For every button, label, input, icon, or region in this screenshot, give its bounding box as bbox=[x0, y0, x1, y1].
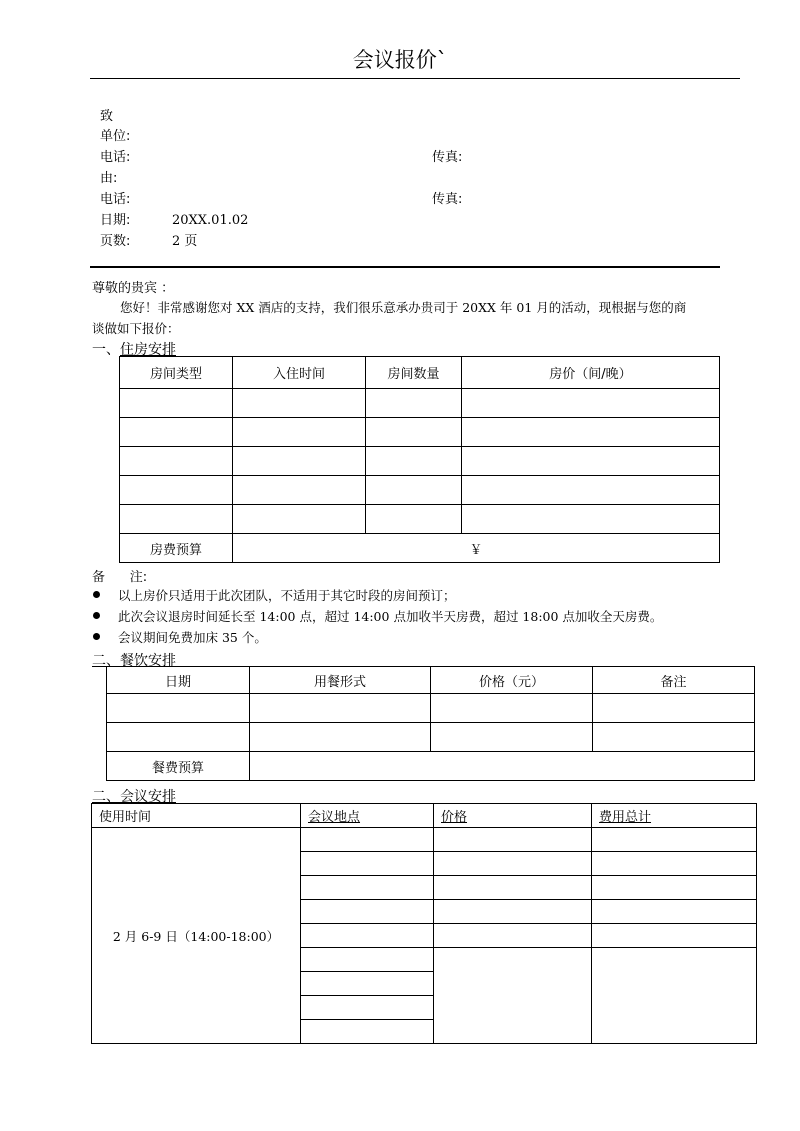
fax1-label: 传真: bbox=[432, 150, 463, 165]
dining-table bbox=[106, 666, 755, 781]
dining-cell[interactable] bbox=[593, 723, 755, 752]
dining-col-date: 日期 bbox=[107, 667, 250, 694]
bullet-icon bbox=[93, 612, 100, 619]
meeting-cell[interactable] bbox=[434, 900, 592, 924]
dining-cell[interactable] bbox=[107, 723, 250, 752]
dining-cell[interactable] bbox=[250, 694, 431, 723]
room-cell[interactable] bbox=[233, 418, 366, 447]
room-cell[interactable] bbox=[366, 476, 462, 505]
table-row bbox=[120, 447, 720, 476]
room-cell[interactable] bbox=[462, 505, 720, 534]
dining-cell[interactable] bbox=[593, 694, 755, 723]
room-cell[interactable] bbox=[366, 447, 462, 476]
room-cell[interactable] bbox=[462, 418, 720, 447]
note-item-1: 以上房价只适用于此次团队，不适用于其它时段的房间预订； bbox=[118, 588, 456, 603]
meeting-cell[interactable] bbox=[301, 948, 434, 972]
dining-col-form: 用餐形式 bbox=[250, 667, 431, 694]
meeting-cell[interactable] bbox=[592, 924, 757, 948]
meeting-cell[interactable] bbox=[592, 900, 757, 924]
table-row bbox=[120, 389, 720, 418]
dining-cell[interactable] bbox=[250, 723, 431, 752]
dining-budget-label: 餐费预算 bbox=[107, 752, 250, 781]
phone1-label: 电话: bbox=[100, 150, 131, 165]
meeting-cell[interactable] bbox=[592, 876, 757, 900]
meeting-time-value: 2 月 6-9 日（14:00-18:00） bbox=[92, 828, 301, 1044]
meeting-cell[interactable] bbox=[301, 924, 434, 948]
notes-label: 备 注: bbox=[92, 570, 148, 585]
table-row bbox=[120, 505, 720, 534]
unit-label: 单位: bbox=[100, 129, 131, 144]
meeting-cell[interactable] bbox=[301, 972, 434, 996]
meeting-cell[interactable] bbox=[434, 924, 592, 948]
table-row bbox=[120, 418, 720, 447]
to-label: 致 bbox=[100, 109, 114, 124]
meeting-cell[interactable] bbox=[301, 996, 434, 1020]
room-table bbox=[119, 356, 720, 563]
fax2-label: 传真: bbox=[432, 192, 463, 207]
room-cell[interactable] bbox=[366, 505, 462, 534]
intro-line-2: 谈做如下报价： bbox=[92, 321, 180, 336]
room-cell[interactable] bbox=[120, 418, 233, 447]
dining-budget-value[interactable] bbox=[250, 752, 755, 781]
bullet-icon bbox=[93, 591, 100, 598]
room-cell[interactable] bbox=[120, 505, 233, 534]
meeting-cell[interactable] bbox=[434, 852, 592, 876]
meeting-cell[interactable] bbox=[301, 900, 434, 924]
date-value: 20XX.01.02 bbox=[172, 213, 249, 228]
room-cell[interactable] bbox=[120, 447, 233, 476]
room-budget-value[interactable]: ￥ bbox=[233, 534, 720, 563]
meeting-table bbox=[91, 803, 757, 1044]
pages-label: 页数: bbox=[100, 234, 131, 249]
table-row bbox=[107, 694, 755, 723]
room-cell[interactable] bbox=[233, 476, 366, 505]
room-cell[interactable] bbox=[462, 447, 720, 476]
room-cell[interactable] bbox=[462, 389, 720, 418]
room-cell[interactable] bbox=[366, 418, 462, 447]
dining-cell[interactable] bbox=[107, 694, 250, 723]
dining-cell[interactable] bbox=[431, 694, 593, 723]
meeting-cell[interactable] bbox=[434, 876, 592, 900]
meeting-col-total: 费用总计 bbox=[599, 810, 652, 825]
header-divider bbox=[90, 266, 720, 268]
meeting-col-price: 价格 bbox=[441, 810, 468, 825]
section1-title: 住房安排 bbox=[120, 342, 176, 358]
room-cell[interactable] bbox=[120, 389, 233, 418]
from-label: 由: bbox=[100, 171, 118, 186]
room-cell[interactable] bbox=[120, 476, 233, 505]
section2-prefix: 二、 bbox=[92, 653, 120, 669]
table-row bbox=[92, 828, 757, 852]
section3-prefix: 二、 bbox=[92, 789, 120, 805]
date-label: 日期: bbox=[100, 213, 131, 228]
bullet-icon bbox=[93, 633, 100, 640]
dining-cell[interactable] bbox=[431, 723, 593, 752]
greeting: 尊敬的贵宾 ： bbox=[92, 281, 175, 296]
room-cell[interactable] bbox=[366, 389, 462, 418]
room-budget-label: 房费预算 bbox=[120, 534, 233, 563]
meeting-cell[interactable] bbox=[592, 828, 757, 852]
room-col-price: 房价（间/晚） bbox=[462, 357, 720, 389]
meeting-cell[interactable] bbox=[434, 828, 592, 852]
room-cell[interactable] bbox=[233, 505, 366, 534]
room-col-type: 房间类型 bbox=[120, 357, 233, 389]
meeting-cell[interactable] bbox=[592, 852, 757, 876]
table-row bbox=[120, 476, 720, 505]
meeting-col-venue: 会议地点 bbox=[308, 810, 361, 825]
pages-value: 2 页 bbox=[172, 234, 198, 249]
room-col-checkin: 入住时间 bbox=[233, 357, 366, 389]
note-item-2: 此次会议退房时间延长至 14:00 点，超过 14:00 点加收半天房费，超过 18:00 点加收全天房费。 bbox=[118, 609, 663, 624]
meeting-cell[interactable] bbox=[301, 876, 434, 900]
table-row bbox=[107, 723, 755, 752]
intro-line-1: 您好！非常感谢您对 XX 酒店的支持，我们很乐意承办贵司于 20XX 年 01 月的活动，现根据与您的商 bbox=[120, 300, 687, 315]
meeting-cell[interactable] bbox=[301, 1020, 434, 1044]
room-cell[interactable] bbox=[233, 447, 366, 476]
section2-title: 餐饮安排 bbox=[120, 653, 176, 669]
phone2-label: 电话: bbox=[100, 192, 131, 207]
meeting-cell[interactable] bbox=[301, 852, 434, 876]
note-item-3: 会议期间免费加床 35 个。 bbox=[118, 630, 267, 645]
meeting-cell[interactable] bbox=[434, 948, 592, 1044]
section3-title: 会议安排 bbox=[120, 789, 176, 805]
meeting-cell[interactable] bbox=[592, 948, 757, 1044]
room-col-count: 房间数量 bbox=[366, 357, 462, 389]
title-divider bbox=[90, 78, 740, 79]
section1-prefix: 一、 bbox=[92, 342, 120, 358]
room-cell[interactable] bbox=[233, 389, 366, 418]
page-title: 会议报价` bbox=[352, 48, 448, 72]
meeting-cell[interactable] bbox=[301, 828, 434, 852]
room-cell[interactable] bbox=[462, 476, 720, 505]
dining-col-price: 价格（元） bbox=[431, 667, 593, 694]
dining-col-note: 备注 bbox=[593, 667, 755, 694]
meeting-col-time: 使用时间 bbox=[92, 804, 301, 828]
